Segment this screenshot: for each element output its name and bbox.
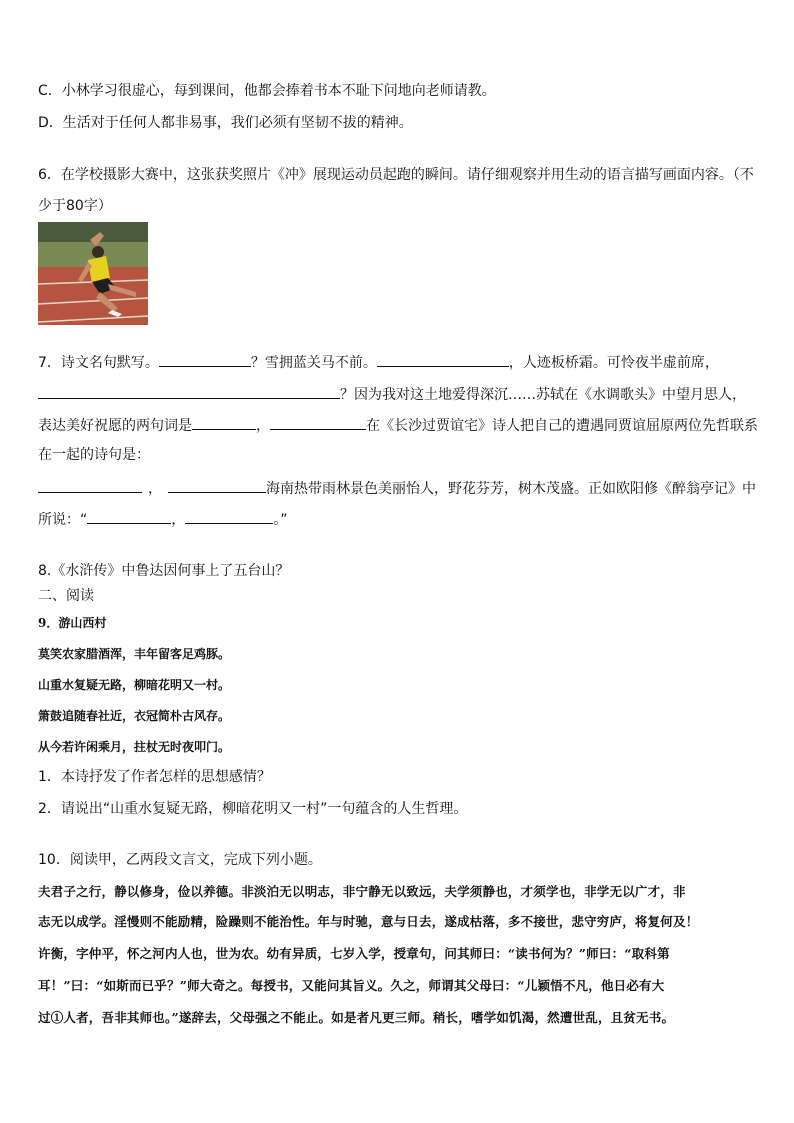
- q7-text: 在《长沙过贾谊宅》诗人把自己的遭遇同贾谊屈原两位先哲联系: [366, 418, 758, 434]
- q7-heading: 7．诗文名句默写。: [38, 355, 159, 371]
- classical-text-line: 许衡，字仲平，怀之河内人也，世为农。幼有异质，七岁入学，授章句，问其师曰：“读书何为？”师曰：“取科第: [38, 946, 670, 961]
- classical-text-line: 耳！”曰：“如斯而已乎？”师大奇之。每授书，又能问其旨义。久之，师谓其父母曰：“儿颖悟不凡，他日必有大: [38, 978, 665, 993]
- q7-text: ？雪拥蓝关马不前。: [250, 355, 377, 371]
- q7-text: ，: [171, 512, 186, 528]
- q7-text: 所说：“: [38, 512, 88, 528]
- q7-line6: [38, 509, 288, 529]
- q6-line2: 少于80字）: [38, 198, 112, 214]
- answer-blank[interactable]: [270, 415, 366, 430]
- answer-blank[interactable]: [87, 509, 171, 524]
- classical-text-line: 夫君子之行，静以修身，俭以养德。非淡泊无以明志，非宁静无以致远，夫学须静也，才须学也，非学无以广才，非: [38, 884, 686, 899]
- q7-line2: [38, 384, 746, 404]
- q10-title: 10．阅读甲，乙两段文言文，完成下列小题。: [38, 852, 322, 868]
- option-c: C．小林学习很虚心，每到课间，他都会捧着书本不耻下问地向老师请教。: [38, 83, 496, 99]
- q7-line5: [38, 478, 756, 498]
- answer-blank[interactable]: [168, 478, 266, 493]
- q7-text: ，人迹板桥霜。可怜夜半虚前席，: [508, 355, 719, 371]
- q7-text: 表达美好祝愿的两句词是: [38, 418, 192, 434]
- q9-title: 9．游山西村: [38, 616, 107, 630]
- q9-sub2: 2．请说出“山重水复疑无路，柳暗花明又一村”一句蕴含的人生哲理。: [38, 801, 468, 817]
- classical-text-line: 志无以成学。淫慢则不能励精，险躁则不能治性。年与时驰，意与日去，遂成枯落，多不接世，悲守穷庐，将复何及！: [38, 914, 699, 929]
- q8-question: 8.《水浒传》中鲁达因何事上了五台山？: [38, 563, 290, 579]
- q7-text: ，: [148, 481, 162, 497]
- poem-line: 箫鼓追随春社近，衣冠简朴古风存。: [38, 709, 231, 723]
- q7-text: 。”: [273, 512, 288, 528]
- q7-line4: 在一起的诗句是：: [38, 447, 150, 463]
- poem-line: 山重水复疑无路，柳暗花明又一村。: [38, 678, 231, 692]
- answer-blank[interactable]: [159, 352, 251, 367]
- section-heading: 二、阅读: [38, 588, 94, 604]
- q7-line1: [38, 352, 719, 372]
- answer-blank[interactable]: [38, 478, 142, 493]
- poem-line: 莫笑农家腊酒浑，丰年留客足鸡豚。: [38, 647, 231, 661]
- answer-blank[interactable]: [377, 352, 509, 367]
- q6-line1: 6．在学校摄影大赛中，这张获奖照片《冲》展现运动员起跑的瞬间。请仔细观察并用生动的语言描写画面内容。（不: [38, 167, 754, 183]
- option-d: D．生活对于任何人都非易事，我们必须有坚韧不拔的精神。: [38, 115, 413, 131]
- q7-text: ，: [256, 418, 270, 434]
- q7-text: 海南热带雨林景色美丽怡人，野花芬芳，树木茂盛。正如欧阳修《醉翁亭记》中: [266, 481, 756, 497]
- answer-blank[interactable]: [192, 415, 256, 430]
- q7-text: ？因为我对这土地爱得深沉……苏轼在《水调歌头》中望月思人，: [340, 387, 746, 403]
- classical-text-line: 过①人者，吾非其师也。”遂辞去，父母强之不能止。如是者凡更三师。稍长，嗜学如饥渴，然遭世乱，且贫无书。: [38, 1010, 675, 1025]
- answer-blank[interactable]: [185, 509, 273, 524]
- q7-line3: [38, 415, 758, 435]
- answer-blank[interactable]: [38, 384, 340, 399]
- poem-line: 从今若许闲乘月，拄杖无时夜叩门。: [38, 740, 231, 754]
- sprinter-image: [38, 222, 148, 325]
- sprinter-photo: [38, 222, 148, 325]
- q9-sub1: 1．本诗抒发了作者怎样的思想感情？: [38, 769, 271, 785]
